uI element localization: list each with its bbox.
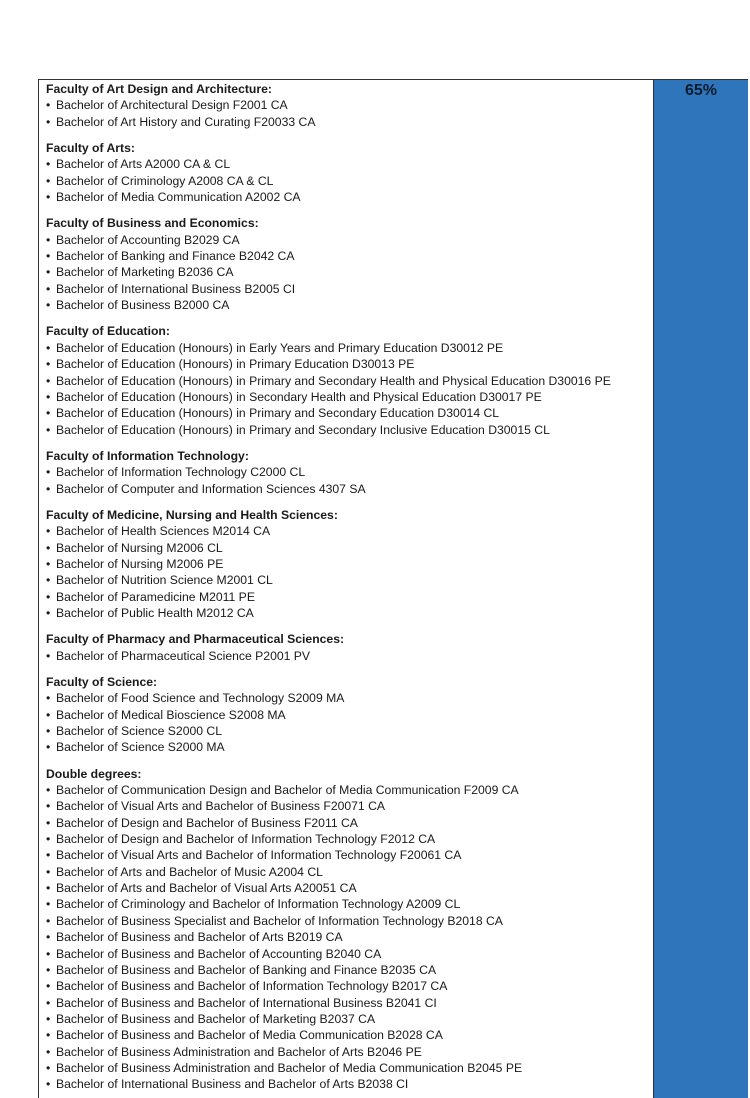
program-name: Bachelor of International Business B2005 CI [56,281,296,296]
list-item [46,896,653,912]
bullet-icon: • [46,373,51,388]
bullet-icon: • [46,691,51,706]
list-item [46,523,653,539]
program-name: Bachelor of Arts and Bachelor of Visual Arts A20051 CA [56,881,357,896]
program-name: Bachelor of Education (Honours) in Primary and Secondary Health and Physical Education D30016 PE [56,373,611,388]
bullet-icon: • [46,799,51,814]
list-item [46,929,653,945]
programs-cell [39,80,654,1098]
program-name: Bachelor of Education (Honours) in Primary Education D30013 PE [56,357,415,372]
list-item [46,356,653,372]
program-name: Bachelor of Food Science and Technology S2009 MA [56,691,345,706]
list-item [46,264,653,280]
bullet-icon: • [46,298,51,313]
bullet-icon: • [46,979,51,994]
program-name: Bachelor of Marketing B2036 CA [56,265,234,280]
program-name: Bachelor of Arts A2000 CA & CL [56,157,231,172]
program-list [46,232,653,314]
list-item [46,946,653,962]
list-item [46,373,653,389]
percentage-cell [654,80,748,1098]
faculty-section [46,766,653,1093]
list-item [46,1011,653,1027]
program-name: Bachelor of Business and Bachelor of Marketing B2037 CA [56,1011,376,1026]
bullet-icon: • [46,114,51,129]
bullet-icon: • [46,265,51,280]
list-item [46,962,653,978]
program-name: Bachelor of International Business and Bachelor of Arts B2038 CI [56,1077,409,1092]
list-item [46,422,653,438]
list-item [46,815,653,831]
bullet-icon: • [46,913,51,928]
list-item [46,589,653,605]
program-list [46,97,653,130]
bullet-icon: • [46,540,51,555]
program-name: Bachelor of Design and Bachelor of Information Technology F2012 CA [56,832,436,847]
bullet-icon: • [46,881,51,896]
program-name: Bachelor of Business Specialist and Bachelor of Information Technology B2018 CA [56,913,503,928]
program-list [46,340,653,438]
program-name: Bachelor of Design and Bachelor of Business F2011 CA [56,815,358,830]
list-item [46,723,653,739]
bullet-icon: • [46,848,51,863]
program-list [46,782,653,1093]
bullet-icon: • [46,281,51,296]
program-name: Bachelor of Education (Honours) in Early Years and Primary Education D30012 PE [56,340,504,355]
bullet-icon: • [46,249,51,264]
program-list [46,156,653,205]
faculty-section [46,81,653,130]
bullet-icon: • [46,422,51,437]
faculty-section [46,323,653,437]
list-item [46,540,653,556]
list-item [46,232,653,248]
section-heading: Faculty of Arts: [46,141,135,156]
bullet-icon: • [46,573,51,588]
bullet-icon: • [46,946,51,961]
list-item [46,690,653,706]
program-name: Bachelor of Nutrition Science M2001 CL [56,573,273,588]
list-item [46,340,653,356]
program-name: Bachelor of Education (Honours) in Secondary Health and Physical Education D30017 PE [56,389,542,404]
program-name: Bachelor of Business B2000 CA [56,298,230,313]
percentage-value: 65% [684,82,718,99]
bullet-icon: • [46,98,51,113]
program-list [46,523,653,621]
list-item [46,847,653,863]
program-name: Bachelor of Arts and Bachelor of Music A2004 CL [56,864,323,879]
program-name: Bachelor of Art History and Curating F20033 CA [56,114,316,129]
list-item [46,1027,653,1043]
section-heading: Faculty of Science: [46,675,158,689]
list-item [46,1060,653,1076]
program-name: Bachelor of Business and Bachelor of Information Technology B2017 CA [56,979,448,994]
program-list [46,464,653,497]
programs-table [38,79,748,1098]
program-name: Bachelor of Communication Design and Bachelor of Media Communication F2009 CA [56,783,519,798]
bullet-icon: • [46,832,51,847]
bullet-icon: • [46,157,51,172]
program-name: Bachelor of Nursing M2006 PE [56,556,224,571]
list-item [46,405,653,421]
program-name: Bachelor of Business Administration and Bachelor of Arts B2046 PE [56,1044,422,1059]
list-item [46,1076,653,1092]
list-item [46,189,653,205]
list-item [46,156,653,172]
program-name: Bachelor of Science S2000 CL [56,724,222,739]
list-item [46,864,653,880]
bullet-icon: • [46,1077,51,1092]
list-item [46,707,653,723]
program-name: Bachelor of Banking and Finance B2042 CA [56,249,295,264]
program-name: Bachelor of Education (Honours) in Primary and Secondary Education D30014 CL [56,406,500,421]
bullet-icon: • [46,995,51,1010]
program-name: Bachelor of Nursing M2006 CL [56,540,223,555]
list-item [46,995,653,1011]
faculty-section [46,507,653,621]
section-heading: Faculty of Education: [46,324,170,339]
list-item [46,880,653,896]
bullet-icon: • [46,648,51,663]
program-name: Bachelor of Business and Bachelor of Arts B2019 CA [56,930,343,945]
bullet-icon: • [46,1060,51,1075]
bullet-icon: • [46,524,51,539]
bullet-icon: • [46,481,51,496]
list-item [46,556,653,572]
program-name: Bachelor of Architectural Design F2001 CA [56,98,288,113]
list-item [46,739,653,755]
bullet-icon: • [46,930,51,945]
list-item [46,248,653,264]
bullet-icon: • [46,190,51,205]
bullet-icon: • [46,232,51,247]
program-name: Bachelor of Business and Bachelor of International Business B2041 CI [56,995,437,1010]
list-item [46,605,653,621]
program-name: Bachelor of Medical Bioscience S2008 MA [56,707,286,722]
section-heading: Faculty of Information Technology: [46,448,249,463]
bullet-icon: • [46,173,51,188]
bullet-icon: • [46,783,51,798]
program-name: Bachelor of Visual Arts and Bachelor of Information Technology F20061 CA [56,848,462,863]
bullet-icon: • [46,389,51,404]
list-item [46,648,653,664]
bullet-icon: • [46,406,51,421]
bullet-icon: • [46,740,51,755]
program-name: Bachelor of Computer and Information Sciences 4307 SA [56,481,366,496]
list-item [46,831,653,847]
program-name: Bachelor of Media Communication A2002 CA [56,190,301,205]
program-name: Bachelor of Pharmaceutical Science P2001 PV [56,648,311,663]
program-name: Bachelor of Criminology A2008 CA & CL [56,173,274,188]
section-heading: Faculty of Art Design and Architecture: [46,82,272,96]
program-name: Bachelor of Business Administration and Bachelor of Media Communication B2045 PE [56,1060,523,1075]
faculty-section [46,448,653,497]
bullet-icon: • [46,1028,51,1043]
bullet-icon: • [46,605,51,620]
list-item [46,173,653,189]
bullet-icon: • [46,897,51,912]
bullet-icon: • [46,1011,51,1026]
list-item [46,97,653,113]
list-item [46,114,653,130]
list-item [46,798,653,814]
list-item [46,297,653,313]
section-heading: Faculty of Pharmacy and Pharmaceutical Sciences: [46,632,345,647]
program-name: Bachelor of Science S2000 MA [56,740,225,755]
list-item [46,572,653,588]
program-name: Bachelor of Criminology and Bachelor of Information Technology A2009 CL [56,897,461,912]
faculty-section [46,140,653,205]
bullet-icon: • [46,340,51,355]
bullet-icon: • [46,815,51,830]
program-name: Bachelor of Health Sciences M2014 CA [56,524,271,539]
program-name: Bachelor of Education (Honours) in Primary and Secondary Inclusive Education D30015 CL [56,422,550,437]
list-item [46,281,653,297]
bullet-icon: • [46,556,51,571]
bullet-icon: • [46,864,51,879]
section-heading: Faculty of Business and Economics: [46,216,259,231]
program-name: Bachelor of Business and Bachelor of Media Communication B2028 CA [56,1028,443,1043]
program-name: Bachelor of Information Technology C2000 CL [56,465,306,480]
bullet-icon: • [46,357,51,372]
bullet-icon: • [46,589,51,604]
bullet-icon: • [46,962,51,977]
list-item [46,464,653,480]
program-name: Bachelor of Accounting B2029 CA [56,232,240,247]
program-name: Bachelor of Visual Arts and Bachelor of Business F20071 CA [56,799,386,814]
section-heading: Double degrees: [46,766,142,781]
program-name: Bachelor of Public Health M2012 CA [56,605,254,620]
list-item [46,913,653,929]
bullet-icon: • [46,1044,51,1059]
program-name: Bachelor of Paramedicine M2011 PE [56,589,255,604]
bullet-icon: • [46,724,51,739]
faculty-section [46,674,653,756]
list-item [46,481,653,497]
list-item [46,978,653,994]
bullet-icon: • [46,707,51,722]
list-item [46,1044,653,1060]
program-list [46,690,653,755]
program-list [46,648,653,664]
faculty-section [46,215,653,313]
list-item [46,782,653,798]
section-heading: Faculty of Medicine, Nursing and Health Sciences: [46,507,338,522]
list-item [46,389,653,405]
program-name: Bachelor of Business and Bachelor of Accounting B2040 CA [56,946,382,961]
faculty-section [46,631,653,664]
bullet-icon: • [46,465,51,480]
program-name: Bachelor of Business and Bachelor of Banking and Finance B2035 CA [56,962,437,977]
